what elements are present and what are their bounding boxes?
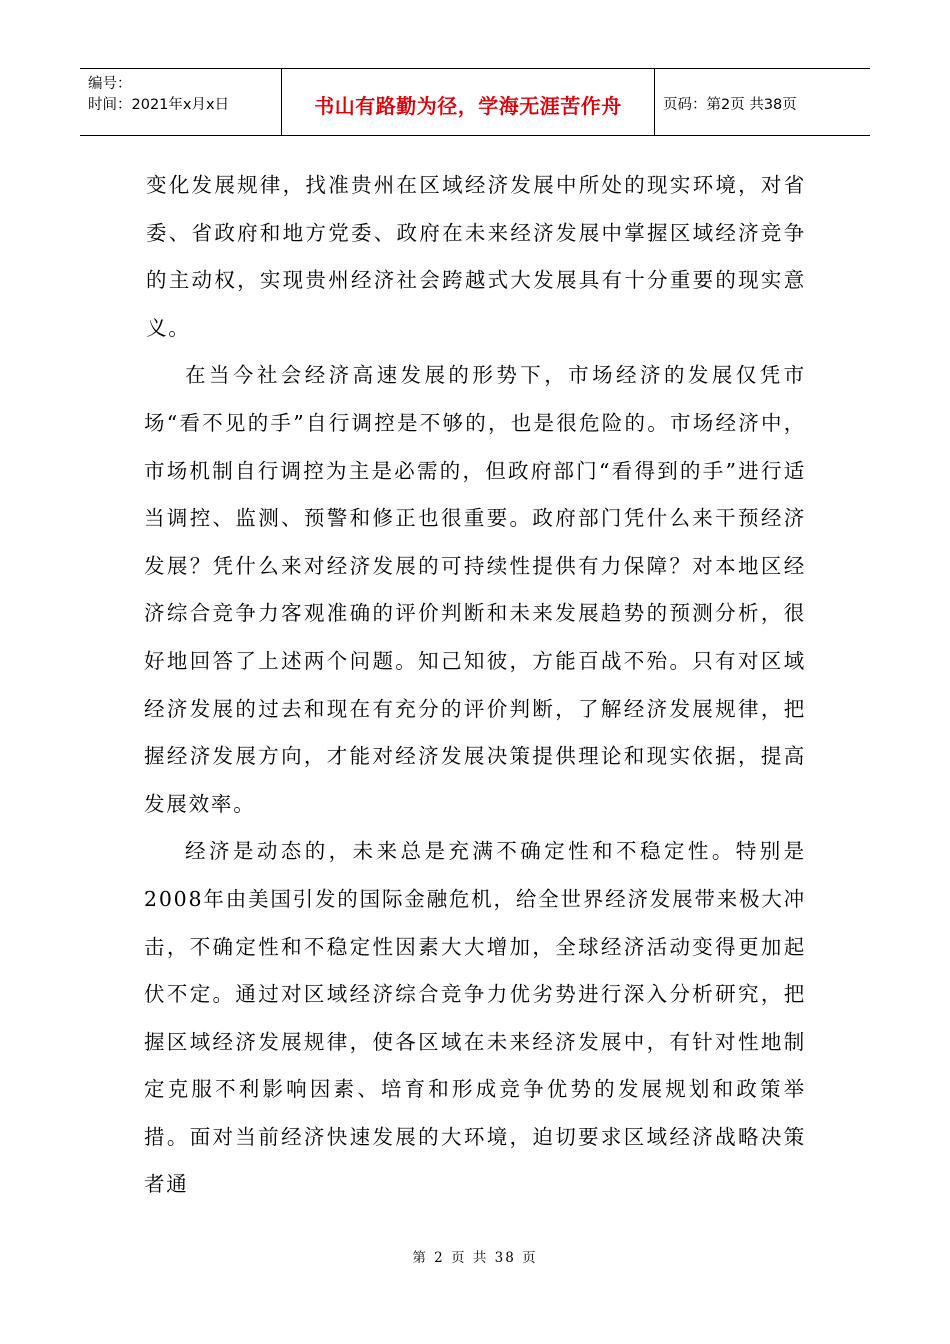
paragraph: 在当今社会经济高速发展的形势下，市场经济的发展仅凭市场“看不见的手”自行调控是不够的，也是很危险的。市场经济中，市场机制自行调控为主是必需的，但政府部门“看得到的手”进行适当调控、监测、预警和修正也很重要。政府部门凭什么来干预经济发展？凭什么来对经济发展的可持续性提供有力保障？对本地区经济综合竞争力客观准确的评价判断和未来发展趋势的预测分析，很好地回答了上述两个问题。知己知彼，方能百战不殆。只有对区域经济发展的过去和现在有充分的评价判断，了解经济发展规律，把握经济发展方向，才能对经济发展决策提供理论和现实依据，提高发展效率。 [144,363,806,816]
document-header [80,68,870,136]
header-page-cell [655,69,870,135]
paragraph: 变化发展规律，找准贵州在区域经济发展中所处的现实环境，对省委、省政府和地方党委、政府在未来经济发展中掌握区域经济竞争的主动权，实现贵州经济社会跨越式大发展具有十分重要的现实意义。 [146,173,806,340]
page-info: 页码：第2页 共38页 [663,96,797,113]
document-body [146,162,806,1209]
motto-text: 书山有路勤为径，学海无涯苦作舟 [314,93,622,118]
date-label: 时间：2021年x月x日 [88,97,230,113]
page-footer: 第 2 页 共 38 页 [412,1250,538,1266]
serial-number-label: 编号： [88,76,132,92]
header-motto-cell [282,69,655,135]
header-meta-cell [80,69,282,135]
paragraph: 经济是动态的，未来总是充满不确定性和不稳定性。特别是2008年由美国引发的国际金融危机，给全世界经济发展带来极大冲击，不确定性和不稳定性因素大大增加，全球经济活动变得更加起伏不定。通过对区域经济综合竞争力优劣势进行深入分析研究，把握区域经济发展规律，使各区域在未来经济发展中，有针对性地制定克服不利影响因素、培育和形成竞争优势的发展规划和政策举措。面对当前经济快速发展的大环境，迫切要求区域经济战略决策者通 [144,839,806,1197]
